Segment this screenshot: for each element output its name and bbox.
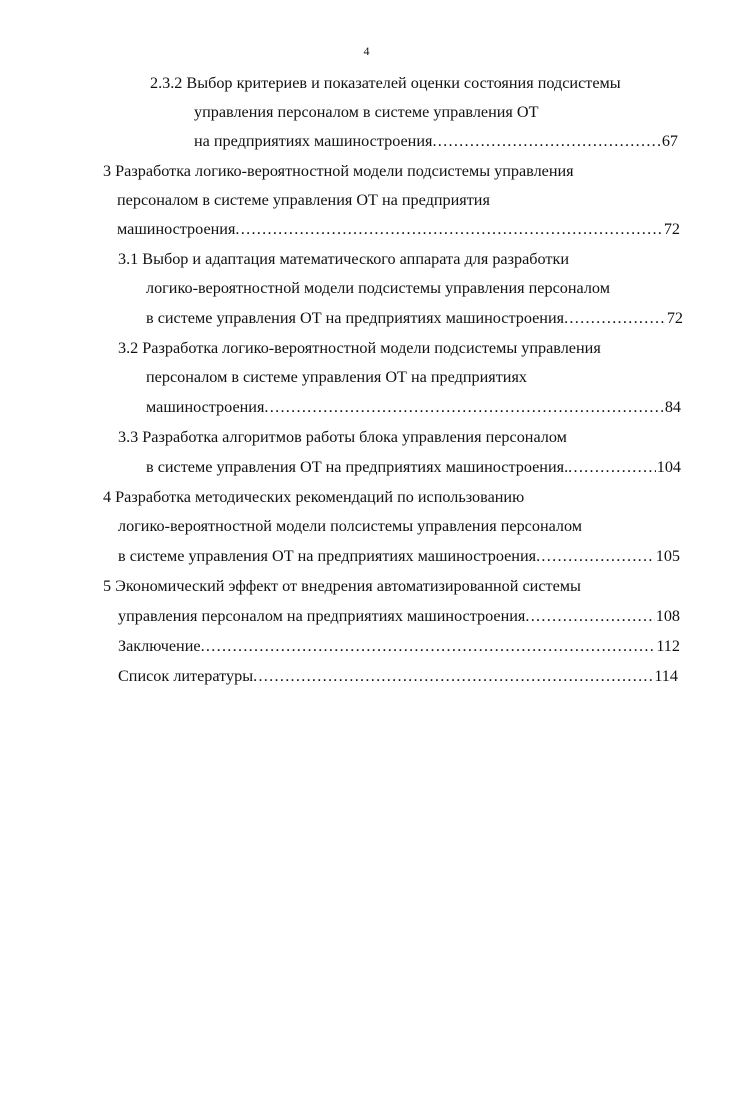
toc-entry-4-line-2: логико-вероятностной модели полсистемы управления персоналом	[118, 517, 583, 535]
toc-entry-3-2-line-1: 3.2 Разработка логико-вероятностной модели подсистемы управления	[118, 339, 601, 357]
toc-entry-2-3-2-line-3[interactable]	[194, 130, 678, 152]
toc-entry-4-line-3[interactable]	[118, 545, 680, 567]
toc-entry-text: машиностроения	[146, 398, 265, 416]
toc-page-ref: 84	[664, 398, 681, 416]
toc-page-ref: 105	[655, 547, 680, 565]
toc-page-ref: 67	[661, 132, 678, 150]
toc-entry-text: на предприятиях машиностроения	[194, 132, 433, 150]
toc-entry-3-line-1: 3 Разработка логико-вероятностной модели подсистемы управления	[103, 162, 574, 180]
toc-entry-text: Список литературы	[118, 667, 254, 685]
dot-leader	[432, 130, 660, 152]
toc-entry-3-3-line-2[interactable]	[146, 456, 681, 478]
toc-entry-text: в системе управления ОТ на предприятиях машиностроения	[146, 309, 565, 327]
dot-leader	[525, 605, 654, 627]
toc-page-ref: 108	[655, 607, 680, 625]
toc-entry-3-line-2: персоналом в системе управления ОТ на предприятия	[117, 191, 490, 209]
toc-entry-5-line-2[interactable]	[118, 605, 680, 627]
toc-entry-3-line-3[interactable]	[117, 218, 680, 240]
toc-entry-2-3-2-line-1: 2.3.2 Выбор критериев и показателей оценки состояния подсистемы	[150, 74, 621, 92]
dot-leader	[568, 456, 656, 478]
dot-leader	[253, 665, 653, 687]
toc-entry-3-1-line-3[interactable]	[146, 307, 683, 329]
toc-entry-2-3-2-line-2: управления персоналом в системе управления ОТ	[194, 103, 539, 121]
toc-entry-conclusion[interactable]	[118, 635, 680, 657]
toc-entry-references[interactable]	[118, 665, 678, 687]
dot-leader	[201, 635, 656, 657]
toc-entry-3-2-line-3[interactable]	[146, 396, 681, 418]
toc-entry-text: машиностроения	[117, 220, 236, 238]
dot-leader	[536, 545, 655, 567]
dot-leader	[264, 396, 663, 418]
toc-entry-4-line-1: 4 Разработка методических рекомендаций по использованию	[103, 488, 525, 506]
toc-page-ref: 72	[663, 220, 680, 238]
toc-entry-3-2-line-2: персоналом в системе управления ОТ на предприятиях	[146, 368, 527, 386]
toc-entry-text: в системе управления ОТ на предприятиях машиностроения	[118, 547, 537, 565]
dot-leader	[564, 307, 666, 329]
toc-page-ref: 114	[654, 667, 678, 685]
dot-leader	[235, 218, 662, 240]
toc-entry-3-3-line-1: 3.3 Разработка алгоритмов работы блока управления персоналом	[118, 428, 567, 446]
page-number: 4	[363, 44, 370, 58]
toc-entry-3-1-line-1: 3.1 Выбор и адаптация математического аппарата для разработки	[118, 250, 570, 268]
toc-entry-text: Заключение	[118, 637, 201, 655]
toc-page-ref: 72	[666, 309, 683, 327]
toc-entry-text: управления персоналом на предприятиях машиностроения	[118, 607, 526, 625]
toc-page-ref: 112	[656, 637, 680, 655]
toc-page-ref: 104	[656, 458, 681, 476]
toc-entry-3-1-line-2: логико-вероятностной модели подсистемы управления персоналом	[146, 279, 610, 297]
toc-entry-text: в системе управления ОТ на предприятиях машиностроения.	[146, 458, 569, 476]
toc-entry-5-line-1: 5 Экономический эффект от внедрения автоматизированной системы	[103, 577, 581, 595]
